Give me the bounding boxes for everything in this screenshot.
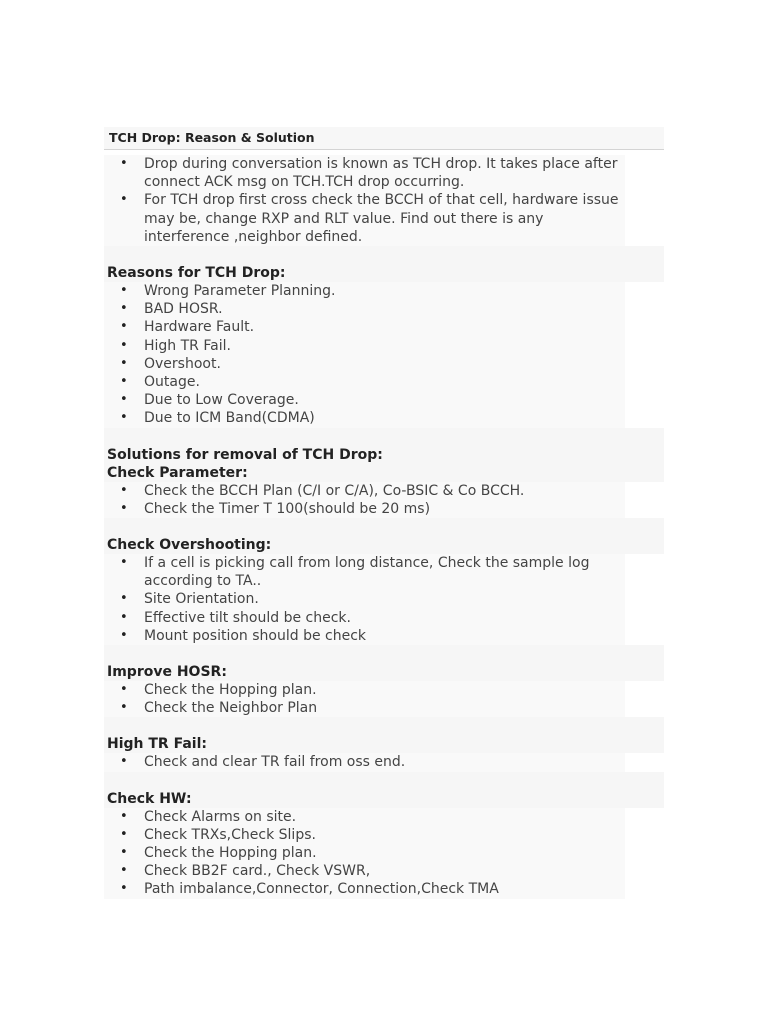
bullet-icon: • <box>120 355 128 371</box>
list-item <box>104 808 625 826</box>
list-item <box>104 318 625 336</box>
list-item <box>104 337 625 355</box>
bullet-icon: • <box>120 826 128 842</box>
check-overshooting-list <box>104 554 625 645</box>
reasons-heading: Reasons for TCH Drop: <box>104 264 664 282</box>
bullet-icon: • <box>120 500 128 516</box>
bullet-icon: • <box>120 682 128 698</box>
list-item-text: If a cell is picking call from long distance, Check the sample log according to TA.. <box>144 555 590 590</box>
list-item <box>104 554 625 590</box>
list-item-text: Check BB2F card., Check VSWR, <box>144 863 371 880</box>
list-item-text: Overshoot. <box>144 355 221 372</box>
list-item-text: Wrong Parameter Planning. <box>144 283 336 300</box>
list-item <box>104 482 625 500</box>
bullet-icon: • <box>120 482 128 498</box>
list-item-text: Outage. <box>144 374 200 391</box>
list-item <box>104 699 625 717</box>
bullet-icon: • <box>120 700 128 716</box>
list-item <box>104 191 625 246</box>
check-parameter-heading: Check Parameter: <box>104 464 664 482</box>
check-overshooting-heading: Check Overshooting: <box>104 536 664 554</box>
list-item <box>104 391 625 409</box>
improve-hosr-heading: Improve HOSR: <box>104 663 664 681</box>
list-item <box>104 880 625 898</box>
check-hw-list <box>104 808 625 899</box>
list-item <box>104 862 625 880</box>
list-item-text: Path imbalance,Connector, Connection,Check TMA <box>144 881 499 898</box>
list-item-text: Drop during conversation is known as TCH drop. It takes place after connect ACK msg on TCH.TCH drop occurring. <box>144 156 618 191</box>
high-tr-fail-heading: High TR Fail: <box>104 735 664 753</box>
list-item-text: Check the Hopping plan. <box>144 845 317 862</box>
list-item <box>104 753 625 771</box>
list-item-text: Check the Timer T 100(should be 20 ms) <box>144 500 431 517</box>
list-item <box>104 826 625 844</box>
bullet-icon: • <box>120 392 128 408</box>
list-item-text: Mount position should be check <box>144 627 367 644</box>
spacer <box>104 246 664 264</box>
list-item-text: Site Orientation. <box>144 591 259 608</box>
list-item-text: Check Alarms on site. <box>144 808 297 825</box>
spacer <box>104 772 664 790</box>
reasons-list <box>104 282 625 428</box>
solutions-heading: Solutions for removal of TCH Drop: <box>104 446 664 464</box>
bullet-icon: • <box>120 845 128 861</box>
spacer <box>104 717 664 735</box>
bullet-icon: • <box>120 808 128 824</box>
bullet-icon: • <box>120 863 128 879</box>
list-item <box>104 155 625 191</box>
improve-hosr-list <box>104 681 625 717</box>
list-item <box>104 300 625 318</box>
list-item <box>104 355 625 373</box>
intro-list <box>104 155 625 246</box>
list-item-text: Check TRXs,Check Slips. <box>144 826 316 843</box>
bullet-icon: • <box>120 881 128 897</box>
list-item-text: Hardware Fault. <box>144 319 255 336</box>
list-item-text: Check the Neighbor Plan <box>144 700 318 717</box>
bullet-icon: • <box>120 627 128 643</box>
bullet-icon: • <box>120 319 128 335</box>
list-item-text: Check the BCCH Plan (C/I or C/A), Co-BSIC & Co BCCH. <box>144 482 525 499</box>
check-hw-heading: Check HW: <box>104 790 664 808</box>
list-item <box>104 373 625 391</box>
spacer <box>104 518 664 536</box>
list-item-text: Effective tilt should be check. <box>144 609 351 626</box>
bullet-icon: • <box>120 410 128 426</box>
spacer <box>104 645 664 663</box>
bullet-icon: • <box>120 301 128 317</box>
bullet-icon: • <box>120 591 128 607</box>
document-title: TCH Drop: Reason & Solution <box>104 127 664 150</box>
bullet-icon: • <box>120 192 128 208</box>
check-parameter-list <box>104 482 625 518</box>
list-item-text: Due to ICM Band(CDMA) <box>144 410 315 427</box>
list-item <box>104 609 625 627</box>
list-item <box>104 500 625 518</box>
list-item <box>104 844 625 862</box>
bullet-icon: • <box>120 754 128 770</box>
list-item-text: For TCH drop first cross check the BCCH of that cell, hardware issue may be, change RXP and RLT value. Find out there is any interference ,neighbor defined. <box>144 192 619 245</box>
list-item <box>104 409 625 427</box>
bullet-icon: • <box>120 555 128 571</box>
bullet-icon: • <box>120 374 128 390</box>
list-item-text: Due to Low Coverage. <box>144 392 299 409</box>
list-item-text: Check and clear TR fail from oss end. <box>144 754 406 771</box>
list-item-text: BAD HOSR. <box>144 301 223 318</box>
document-body <box>104 127 664 899</box>
list-item <box>104 681 625 699</box>
bullet-icon: • <box>120 609 128 625</box>
spacer <box>104 428 664 446</box>
list-item <box>104 590 625 608</box>
high-tr-fail-list <box>104 753 625 771</box>
bullet-icon: • <box>120 283 128 299</box>
list-item-text: High TR Fail. <box>144 337 231 354</box>
bullet-icon: • <box>120 337 128 353</box>
list-item <box>104 282 625 300</box>
list-item-text: Check the Hopping plan. <box>144 682 317 699</box>
list-item <box>104 627 625 645</box>
bullet-icon: • <box>120 156 128 171</box>
